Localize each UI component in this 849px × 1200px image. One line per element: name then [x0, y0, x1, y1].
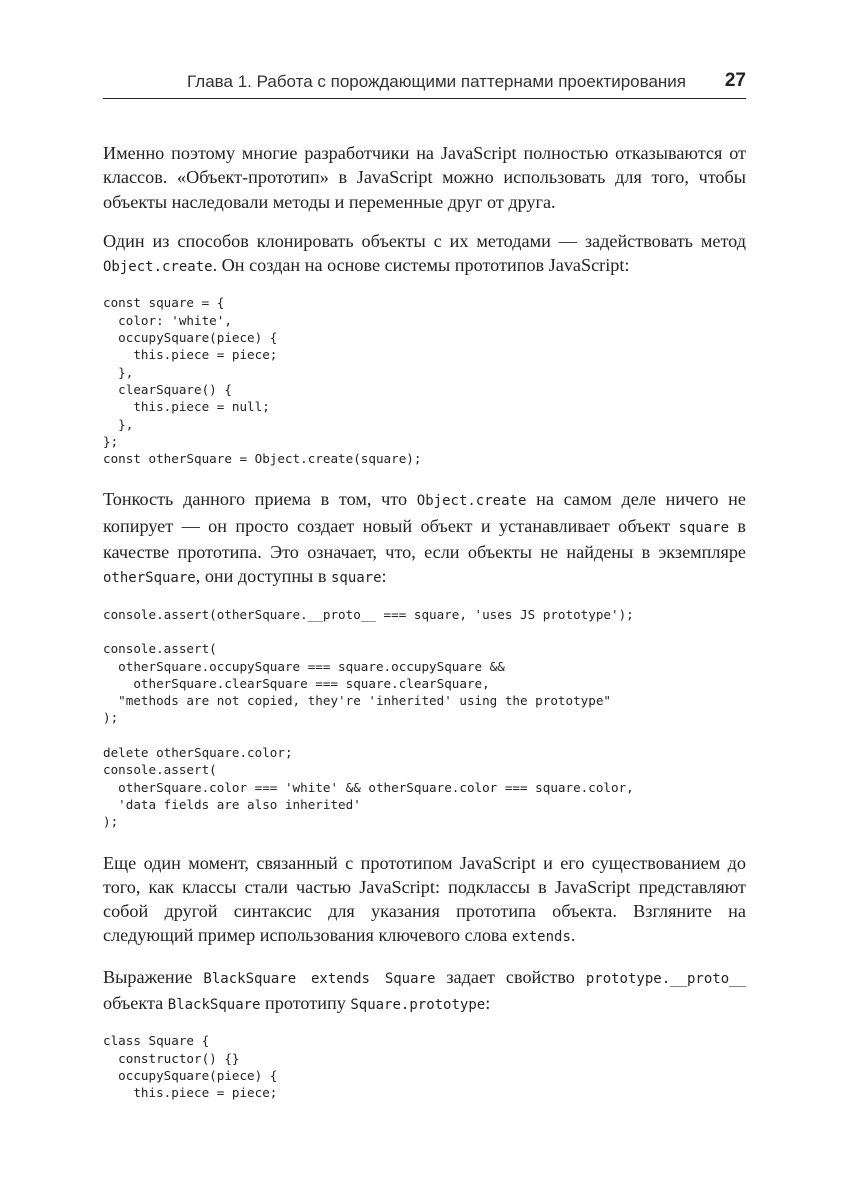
running-header [103, 70, 746, 99]
paragraph-3: Тонкость данного приема в том, что Object.create на самом деле ничего не копирует — он просто создает новый объект и устанавливает объект square в качестве прототипа. Это означает, что, если объекты не найдены в экземпляре otherSquare, они доступны в square: [103, 489, 747, 587]
code-block-1: const square = { color: 'white', occupySquare(piece) { this.piece = piece; }, clearSquare() { this.piece = null; }, }; const otherSquare = Object.create(square); [103, 295, 422, 467]
inline-code: square [678, 519, 730, 536]
code-block-2: console.assert(otherSquare.__proto__ === square, 'uses JS prototype'); console.assert( otherSquare.occupySquare === square.occupySquare && otherSquare.clearSquare === square.clearSquare, "methods are not copied, they're 'inherited' using the prototype" ); delete otherSquare.color; console.assert( otherSquare.color === 'white' && otherSquare.color === square.color, 'data fields are also inherited' ); [103, 606, 634, 830]
inline-code: prototype.__proto__ [585, 970, 746, 987]
inline-code: otherSquare [103, 570, 196, 587]
inline-code: Object.create [416, 493, 527, 510]
paragraph-1: Именно поэтому многие разработчики на JavaScript полностью отказываются от классов. «Объект-прототип» в JavaScript можно использовать для того, чтобы объекты наследовали методы и переменные друг от друга. [103, 143, 746, 212]
page-body [103, 141, 746, 1121]
inline-code: extends [511, 929, 571, 946]
page-number: 27 [724, 70, 746, 91]
paragraph-5: Выражение BlackSquare extends Square задает свойство prototype.__proto__ объекта BlackSquare прототипу Square.prototype: [103, 966, 746, 1013]
inline-code: square [330, 570, 382, 587]
paragraph-2: Один из способов клонировать объекты с их методами — задействовать метод Object.create. Он создан на основе системы прототипов JavaScript: [103, 230, 746, 276]
inline-code: Square.prototype [350, 996, 486, 1013]
chapter-title: Глава 1. Работа с порождающими паттернами проектирования [187, 72, 686, 91]
code-block-3: class Square { constructor() {} occupySquare(piece) { this.piece = piece; [103, 1033, 278, 1101]
inline-code: BlackSquare [167, 996, 261, 1013]
inline-code: Object.create [103, 259, 213, 276]
inline-code: BlackSquare extends Square [203, 970, 436, 987]
paragraph-4: Еще один момент, связанный с прототипом JavaScript и его существованием до того, как классы стали частью JavaScript: подклассы в JavaScript представляют собой другой синтаксис для указания прототипа объекта. Взгляните на следующий пример использования ключевого слова extends. [103, 852, 746, 946]
